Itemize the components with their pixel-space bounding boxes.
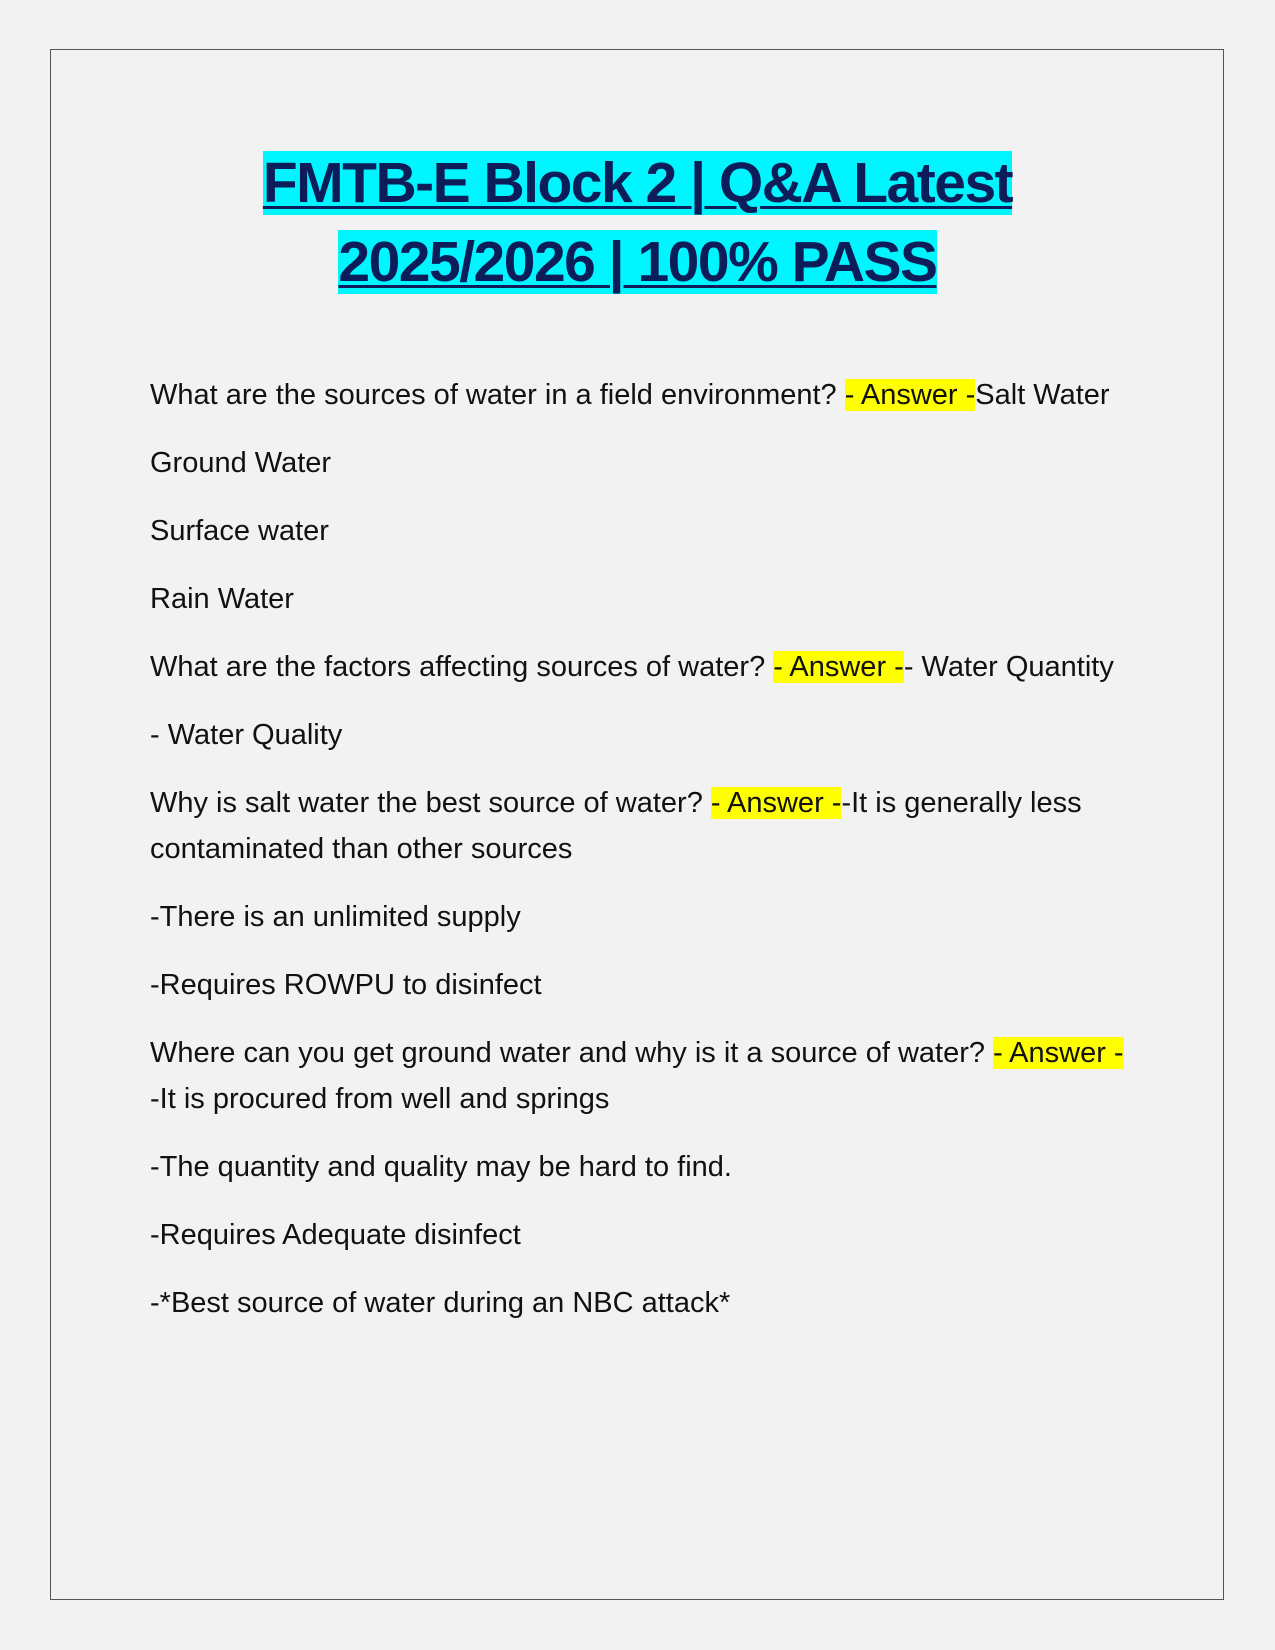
answer-detail: -Requires ROWPU to disinfect	[150, 969, 542, 1001]
document-title	[0, 144, 1275, 302]
answer-marker: - Answer -	[710, 787, 842, 819]
qa-item-3	[150, 780, 1130, 872]
title-line-2: 2025/2026 | 100% PASS	[338, 230, 937, 294]
answer-detail: Surface water	[150, 515, 329, 547]
qa-item-2	[150, 644, 1130, 690]
answer-detail: -Requires Adequate disinfect	[150, 1219, 521, 1251]
answer-detail: -The quantity and quality may be hard to find.	[150, 1151, 732, 1183]
answer-marker: - Answer -	[993, 1037, 1124, 1069]
answer-text: Salt Water	[975, 379, 1110, 411]
question-text: What are the sources of water in a field environment?	[150, 379, 837, 411]
qa-content	[150, 372, 1130, 1348]
qa-item-4	[150, 1030, 1130, 1122]
qa-item-1	[150, 372, 1130, 418]
answer-detail: Ground Water	[150, 447, 332, 479]
title-line-1: FMTB-E Block 2 | Q&A Latest	[262, 151, 1013, 215]
question-text: Where can you get ground water and why is it a source of water?	[150, 1037, 985, 1069]
answer-detail: Rain Water	[150, 583, 294, 615]
answer-marker: - Answer -	[844, 379, 976, 411]
question-text: Why is salt water the best source of water?	[150, 787, 703, 819]
answer-detail: -*Best source of water during an NBC attack*	[150, 1287, 731, 1319]
question-text: What are the factors affecting sources of water?	[150, 651, 766, 683]
answer-text: - Water Quantity	[903, 651, 1114, 683]
answer-text: -It is procured from well and springs	[150, 1083, 610, 1115]
answer-marker: - Answer -	[773, 651, 904, 683]
answer-text: -It is generally less contaminated than other sources	[150, 787, 1082, 865]
answer-detail: - Water Quality	[150, 719, 343, 751]
answer-detail: -There is an unlimited supply	[150, 901, 521, 933]
